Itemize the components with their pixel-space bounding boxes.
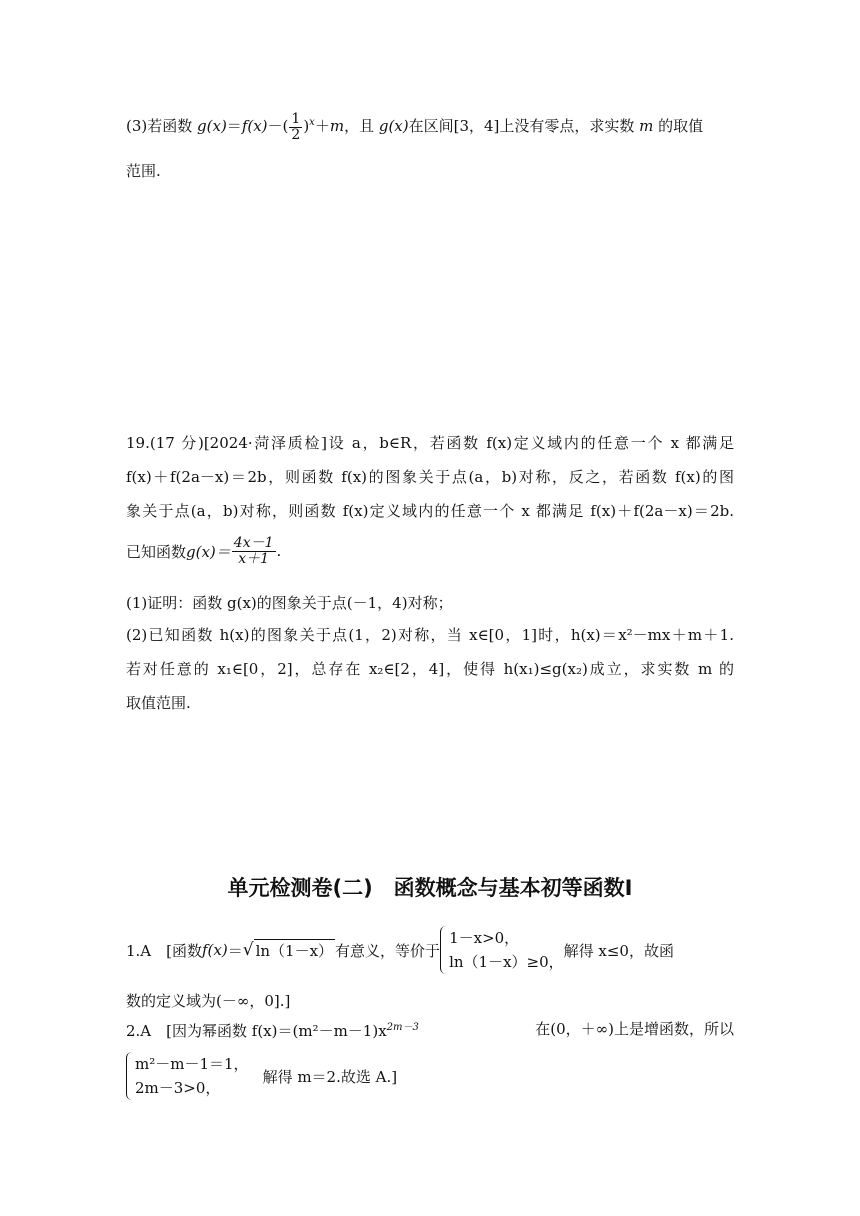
left-brace-icon xyxy=(440,926,449,974)
q19-part2: (2)已知函数 h(x)的图象关于点(1，2)对称，当 x∈[0，1]时，h(x)＝x²－mx＋m＋1. xyxy=(126,626,734,644)
q18-m2: m xyxy=(639,117,654,136)
q18-interval: 在区间[3，4]上没有零点，求实数 xyxy=(408,117,640,136)
q18-plus: ＋ xyxy=(314,117,330,136)
a1-solve: 解得 x≤0，故函 xyxy=(563,941,674,960)
q18-eq: ＝ xyxy=(226,117,242,136)
a2-exp: 2m－3 xyxy=(386,1022,419,1033)
a2-lead: 2.A [因为幂函数 f(x)＝(m²－m－1)x xyxy=(126,1022,387,1040)
answer-2-line1 xyxy=(126,1018,734,1041)
q19-known: 已知函数 xyxy=(126,542,187,561)
q19-frac-num: 4x－1 xyxy=(233,535,274,551)
q19-part2-end: 取值范围. xyxy=(126,694,191,712)
q19-line3: 象关于点(a，b)对称，则函数 f(x)定义域内的任意一个 x 都满足 f(x)＋f(2a－x)＝2b. xyxy=(126,502,734,520)
q18-frac-num: 1 xyxy=(291,111,301,127)
q18-part3-line1 xyxy=(126,112,734,142)
a2-sys-row2: 2m－3>0， xyxy=(135,1079,221,1097)
q19-frac-den: x＋1 xyxy=(238,550,270,567)
q19-fraction xyxy=(232,536,276,566)
answer-2-line2 xyxy=(126,1052,397,1100)
q18-text: (3)若函数 xyxy=(126,117,198,136)
q18-m: m xyxy=(329,117,345,136)
a1-sys-row2: ln（1－x）≥0， xyxy=(449,953,564,971)
a1-sys-row1: 1－x>0， xyxy=(449,929,520,947)
a1-lead: 1.A [函数 xyxy=(126,941,202,960)
q18-func-g: g(x) xyxy=(197,117,227,136)
q18-fraction xyxy=(289,112,302,142)
section-title: 单元检测卷(二) 函数概念与基本初等函数Ⅰ xyxy=(227,876,633,900)
q19-g-def: g(x)＝ xyxy=(186,542,231,561)
a1-radicand: ln（1－x） xyxy=(254,939,335,961)
sqrt-icon: √ xyxy=(242,940,254,960)
q19-part1: (1)证明：函数 g(x)的图象关于点(－1，4)对称； xyxy=(126,594,453,612)
q18-paren: ) xyxy=(303,117,310,136)
a1-system xyxy=(440,926,564,974)
q18-exp: x xyxy=(309,117,315,129)
q18-part3-line2: 范围. xyxy=(126,162,161,180)
q18-g2: g(x) xyxy=(378,117,409,136)
a1-equiv: 有意义，等价于 xyxy=(335,941,441,960)
q19-period: . xyxy=(276,542,282,561)
q19-line1: 19.(17 分)[2024·菏泽质检]设 a，b∈R，若函数 f(x)定义域内的任意一个 x 都满足 xyxy=(126,434,734,452)
q18-frac-den: 2 xyxy=(291,126,301,143)
a2-solve: 解得 m＝2.故选 A.] xyxy=(262,1067,398,1086)
a1-eq: ＝ xyxy=(227,941,243,960)
q18-func-f: f(x) xyxy=(241,117,268,136)
q19-line2: f(x)＋f(2a－x)＝2b，则函数 f(x)的图象关于点(a，b)对称，反之，若函数 f(x)的图 xyxy=(126,468,734,486)
a2-tail: 在(0，＋∞)上是增函数，所以 xyxy=(535,1020,734,1038)
a2-sys-row1: m²－m－1＝1， xyxy=(135,1055,249,1073)
answer-1-line1 xyxy=(126,926,734,974)
left-brace-icon xyxy=(126,1052,135,1100)
q18-minus: －( xyxy=(267,117,289,136)
q19-line4 xyxy=(126,536,281,566)
a2-system xyxy=(126,1052,249,1100)
q19-part2-cont: 若对任意的 x₁∈[0，2]，总存在 x₂∈[2，4]，使得 h(x₁)≤g(x₂)成立，求实数 m 的 xyxy=(126,660,734,678)
q18-tail: 的取值 xyxy=(653,117,704,136)
q18-and: ，且 xyxy=(344,117,379,136)
answer-1-line2: 数的定义域为(－∞，0].] xyxy=(126,992,291,1010)
a1-f: f(x) xyxy=(202,941,228,959)
